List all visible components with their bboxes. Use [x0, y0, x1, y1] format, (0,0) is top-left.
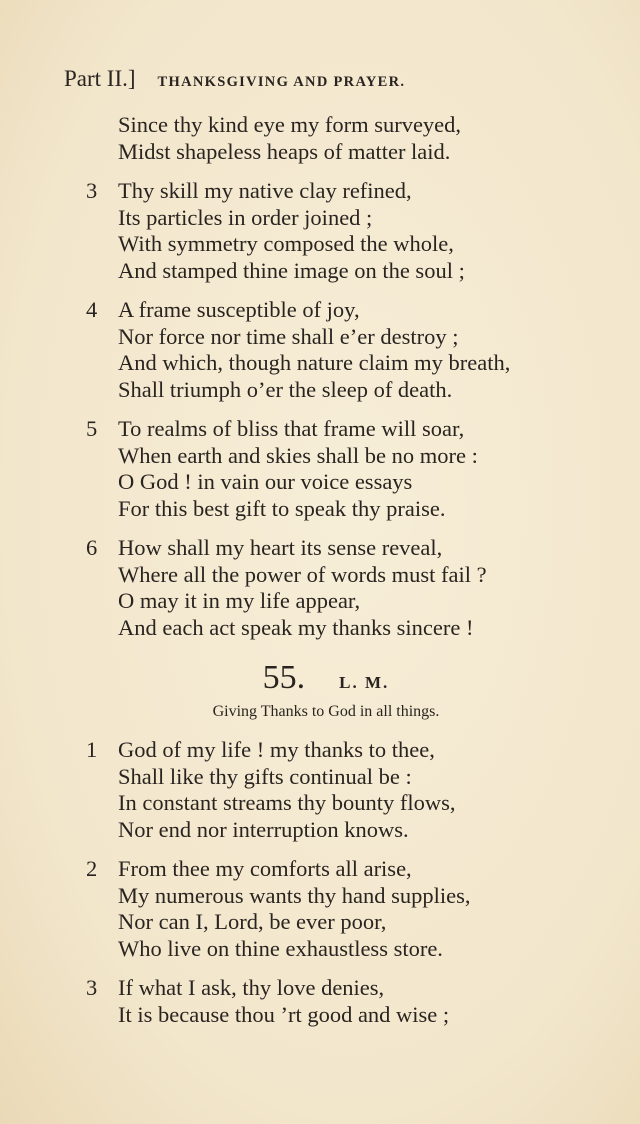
stanza-continuation — [86, 112, 606, 165]
stanza — [86, 535, 606, 641]
verse-text: O may it in my life appear, — [118, 588, 361, 613]
verse-line — [86, 496, 606, 523]
hymn-text — [86, 112, 606, 1041]
verse-line — [86, 350, 606, 377]
verse-line — [86, 817, 606, 844]
stanza-group-54 — [86, 178, 606, 641]
verse-line — [86, 443, 606, 470]
verse-text: God of my life ! my thanks to thee, — [118, 737, 435, 762]
verse-line: Since thy kind eye my form surveyed, — [118, 112, 462, 137]
verse-text: With symmetry composed the whole, — [118, 231, 454, 256]
verse-line — [86, 856, 606, 883]
verse-text: Nor end nor interruption knows. — [118, 816, 409, 842]
verse-text: O God ! in vain our voice essays — [118, 469, 413, 494]
verse-text: From thee my comforts all arise, — [118, 856, 412, 881]
verse-line — [86, 615, 606, 642]
stanza-number: 3 — [86, 975, 98, 1000]
verse-text: And each act speak my thanks sincere ! — [118, 614, 474, 640]
verse-line — [86, 562, 606, 589]
verse-text: Nor can I, Lord, be ever poor, — [118, 909, 387, 934]
verse-line — [86, 324, 606, 351]
running-header — [64, 66, 584, 92]
verse-text: And which, though nature claim my breath, — [118, 350, 511, 375]
hymn-number: 55. — [262, 659, 306, 696]
stanza — [86, 737, 606, 843]
verse-text: How shall my heart its sense reveal, — [118, 535, 443, 560]
verse-text: Nor force nor time shall e’er destroy ; — [118, 323, 459, 349]
verse-line — [86, 909, 606, 936]
verse-line — [86, 975, 606, 1002]
verse-text: It is because thou ’rt good and wise ; — [118, 1001, 450, 1027]
stanza — [86, 856, 606, 962]
verse-line — [86, 258, 606, 285]
verse-line — [86, 883, 606, 910]
verse-line — [86, 469, 606, 496]
verse-line — [86, 205, 606, 232]
stanza-number: 5 — [86, 416, 98, 441]
stanza — [86, 975, 606, 1028]
verse-text: When earth and skies shall be no more : — [118, 442, 478, 468]
verse-line — [86, 231, 606, 258]
verse-line — [86, 1002, 606, 1029]
verse-line — [86, 416, 606, 443]
hymn-heading — [86, 659, 566, 697]
stanza-number: 1 — [86, 737, 98, 762]
verse-line — [86, 377, 606, 404]
verse-text: Who live on thine exhaustless store. — [118, 935, 443, 961]
verse-text: A frame susceptible of joy, — [118, 297, 360, 322]
stanza-group-55 — [86, 737, 606, 1028]
verse-text: Shall like thy gifts continual be : — [118, 763, 412, 789]
stanza-number: 6 — [86, 535, 98, 560]
verse-text: Shall triumph o’er the sleep of death. — [118, 376, 453, 402]
verse-line — [86, 535, 606, 562]
stanza — [86, 416, 606, 522]
verse-text: Its particles in order joined ; — [118, 204, 373, 230]
verse-line — [86, 936, 606, 963]
verse-line — [86, 588, 606, 615]
verse-text: Thy skill my native clay refined, — [118, 178, 412, 203]
hymn-subtitle: Giving Thanks to God in all things. — [212, 703, 440, 720]
verse-text: My numerous wants thy hand supplies, — [118, 882, 471, 908]
stanza-number: 3 — [86, 178, 98, 203]
verse-line — [86, 178, 606, 205]
verse-text: For this best gift to speak thy praise. — [118, 495, 446, 521]
stanza-number: 2 — [86, 856, 98, 881]
verse-text: And stamped thine image on the soul ; — [118, 257, 465, 283]
verse-line — [86, 297, 606, 324]
stanza — [86, 178, 606, 284]
stanza — [86, 297, 606, 403]
verse-line — [86, 737, 606, 764]
part-label: Part II.] — [64, 66, 136, 91]
running-title: THANKSGIVING AND PRAYER. — [157, 74, 406, 90]
verse-line: Midst shapeless heaps of matter laid. — [118, 138, 451, 164]
verse-line — [86, 764, 606, 791]
verse-text: If what I ask, thy love denies, — [118, 975, 385, 1000]
verse-text: To realms of bliss that frame will soar, — [118, 416, 465, 441]
hymn-meter: L. M. — [339, 673, 390, 692]
verse-text: Where all the power of words must fail ? — [118, 561, 487, 587]
verse-text: In constant streams thy bounty flows, — [118, 790, 456, 815]
verse-line — [86, 790, 606, 817]
stanza-number: 4 — [86, 297, 98, 322]
